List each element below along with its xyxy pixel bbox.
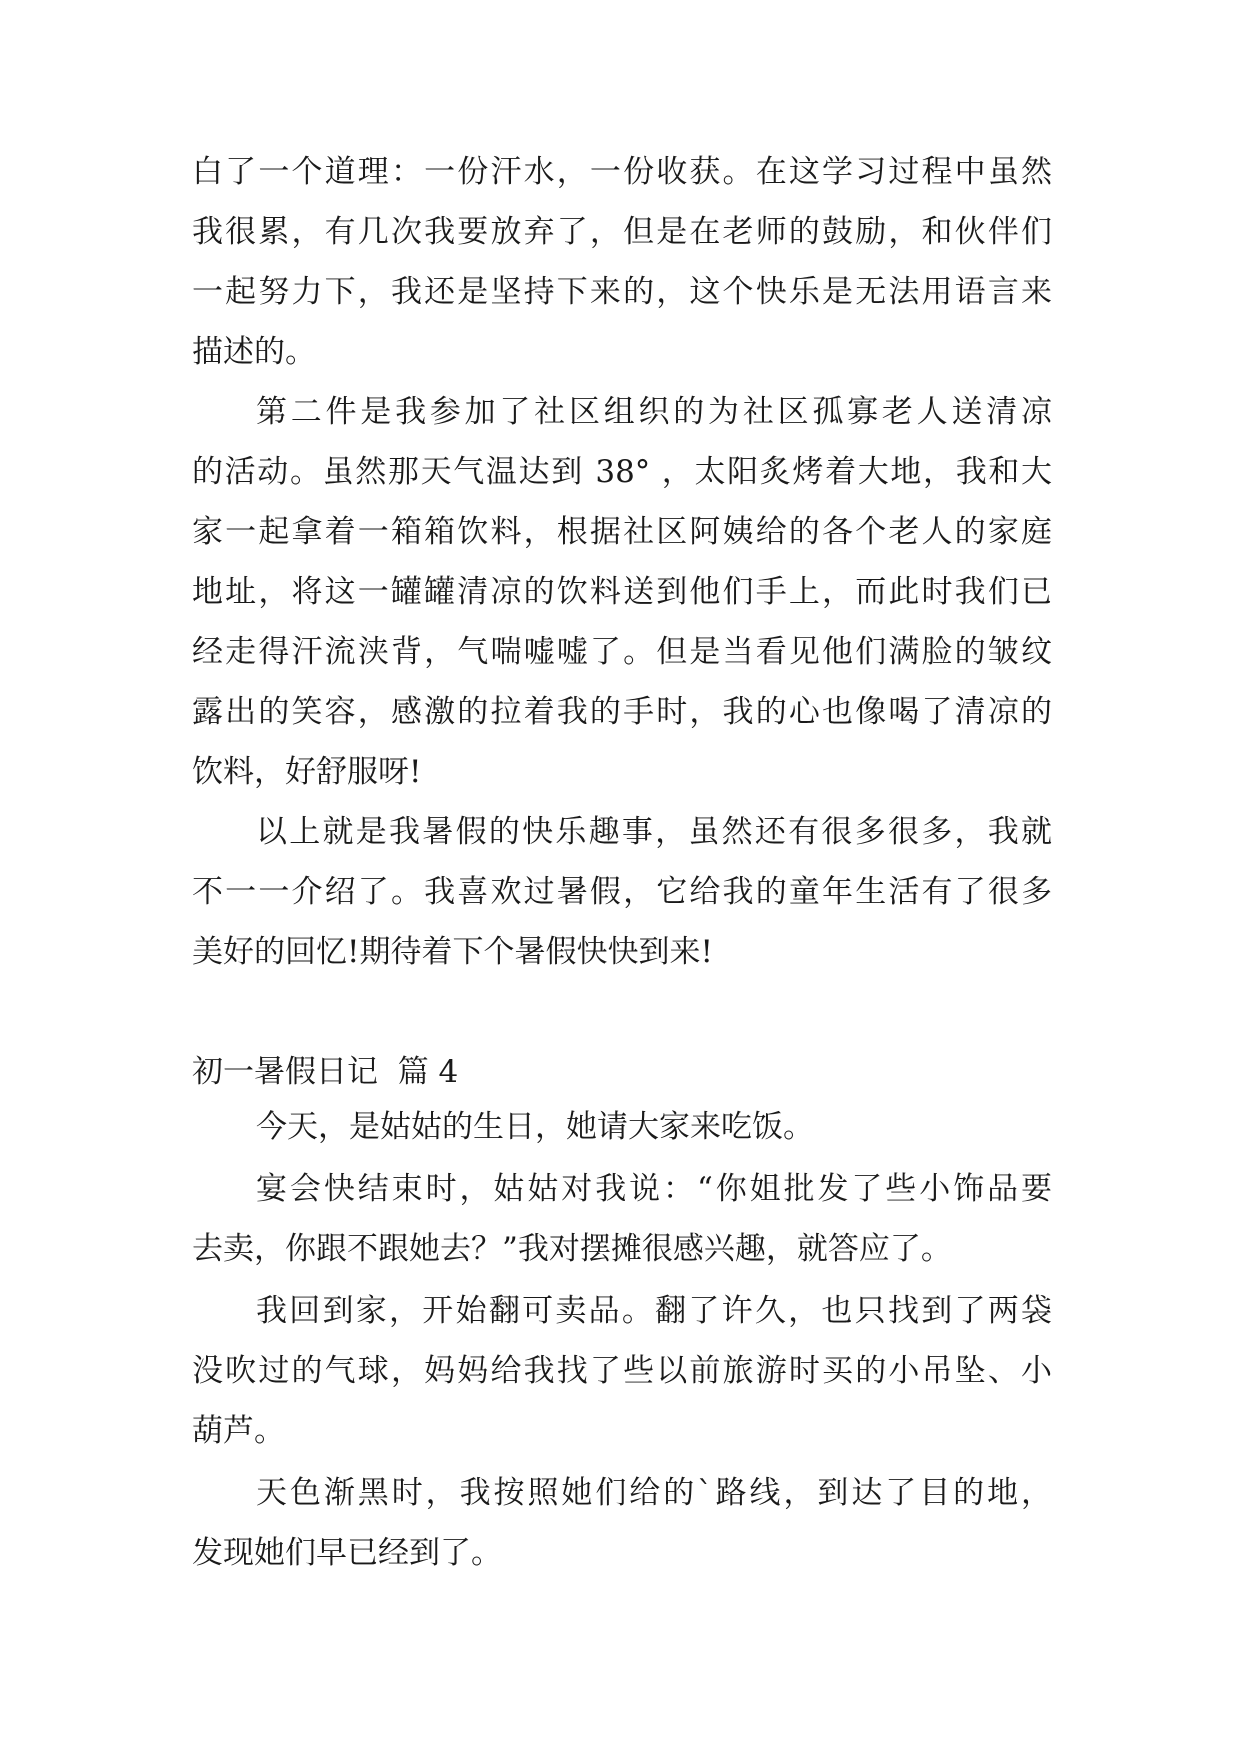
section-heading: 初一暑假日记 篇 4 xyxy=(192,1054,459,1090)
text-line: 发现她们早已经到了。 xyxy=(192,1535,502,1571)
text-line: 家一起拿着一箱箱饮料，根据社区阿姨给的各个老人的家庭 xyxy=(192,514,1052,550)
text-line: 美好的回忆!期待着下个暑假快快到来! xyxy=(192,934,713,970)
text-line: 的活动。虽然那天气温达到 38° ，太阳炙烤着大地，我和大 xyxy=(192,454,1052,490)
text-line: 我很累，有几次我要放弃了，但是在老师的鼓励，和伙伴们 xyxy=(192,214,1052,250)
text-line: 饮料，好舒服呀! xyxy=(192,754,422,790)
text-line: 经走得汗流浃背，气喘嘘嘘了。但是当看见他们满脸的皱纹 xyxy=(192,634,1052,670)
text-line: 描述的。 xyxy=(192,334,316,370)
paragraph-first-line: 天色渐黑时，我按照她们给的`路线，到达了目的地， xyxy=(256,1475,1052,1511)
paragraph-first-line: 宴会快结束时，姑姑对我说：“你姐批发了些小饰品要 xyxy=(256,1171,1052,1207)
text-line: 白了一个道理：一份汗水，一份收获。在这学习过程中虽然 xyxy=(192,154,1052,190)
text-line: 没吹过的气球，妈妈给我找了些以前旅游时买的小吊坠、小 xyxy=(192,1353,1052,1389)
text-line: 去卖，你跟不跟她去？”我对摆摊很感兴趣，就答应了。 xyxy=(192,1231,952,1267)
paragraph-first-line: 第二件是我参加了社区组织的为社区孤寡老人送清凉 xyxy=(256,394,1052,430)
text-line: 不一一介绍了。我喜欢过暑假，它给我的童年生活有了很多 xyxy=(192,874,1052,910)
text-line: 地址，将这一罐罐清凉的饮料送到他们手上，而此时我们已 xyxy=(192,574,1052,610)
paragraph-first-line: 我回到家，开始翻可卖品。翻了许久，也只找到了两袋 xyxy=(256,1293,1052,1329)
paragraph-first-line: 以上就是我暑假的快乐趣事，虽然还有很多很多，我就 xyxy=(256,814,1052,850)
text-line: 一起努力下，我还是坚持下来的，这个快乐是无法用语言来 xyxy=(192,274,1052,310)
paragraph-first-line: 今天，是姑姑的生日，她请大家来吃饭。 xyxy=(256,1109,814,1145)
text-line: 露出的笑容，感激的拉着我的手时，我的心也像喝了清凉的 xyxy=(192,694,1052,730)
text-line: 葫芦。 xyxy=(192,1413,285,1449)
